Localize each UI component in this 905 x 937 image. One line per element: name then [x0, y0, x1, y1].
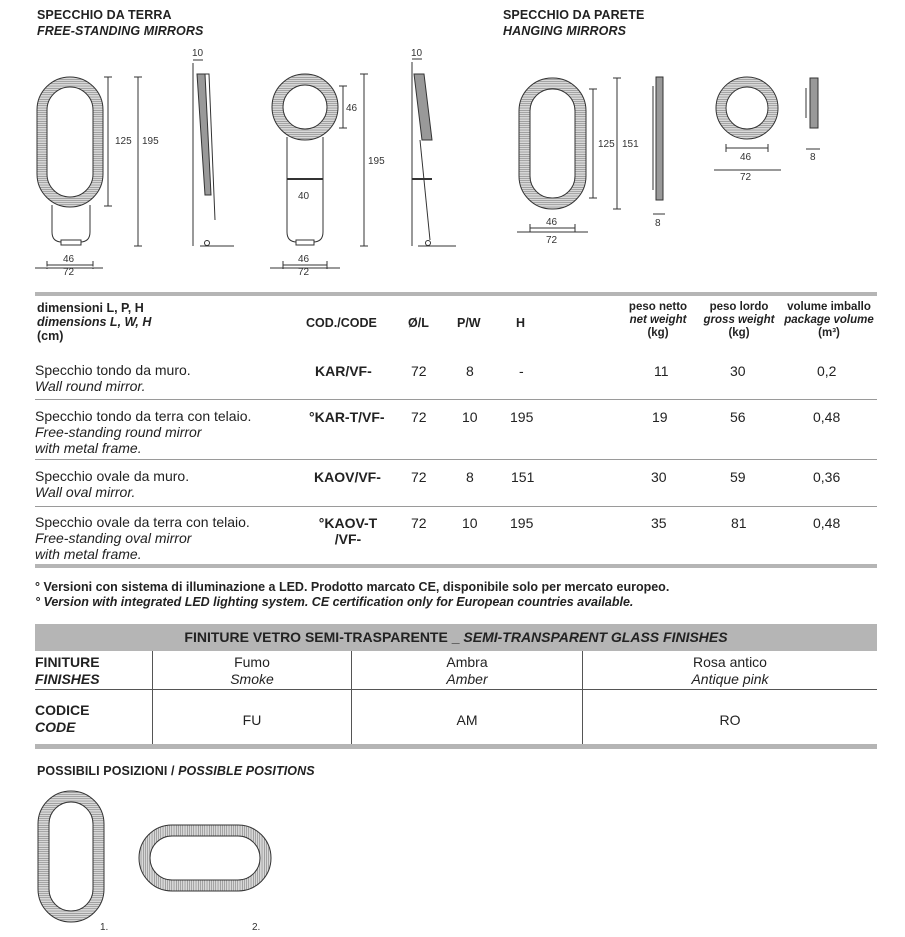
row-desc-it: Specchio ovale da terra con telaio. [35, 514, 250, 530]
code-row-label [35, 702, 89, 736]
finish-name-it: Ambra [446, 654, 488, 670]
dims-label-en: dimensions L, W, H [37, 315, 152, 329]
row-vol: 0,48 [813, 409, 841, 425]
position-2-label: 2. [252, 922, 261, 933]
row-divider [35, 689, 877, 690]
row-h: 151 [511, 469, 535, 485]
oval-wall-h-total: 151 [622, 139, 639, 150]
round-wall-w-outer: 72 [740, 172, 752, 183]
oval-floor-h-mirror: 125 [115, 136, 132, 147]
oval-floor-h-total: 195 [142, 136, 159, 147]
finishes-title [35, 624, 877, 651]
finishes-row-label [35, 654, 100, 688]
round-floor-w-inner: 46 [298, 254, 310, 265]
row-net: 35 [651, 515, 667, 531]
round-wall-depth: 8 [810, 152, 816, 163]
row-desc-en: Wall oval mirror. [35, 484, 136, 500]
finish-name-en: Amber [446, 671, 488, 687]
gross-label-en: gross weight [703, 314, 775, 326]
net-label-en: net weight [629, 314, 687, 326]
oval-wall-h-mirror: 125 [598, 139, 615, 150]
net-label-unit: (kg) [647, 327, 669, 339]
oval-wall-w-outer: 72 [546, 235, 558, 246]
finish-name-it: Fumo [234, 654, 270, 670]
oval-floor-w-outer: 72 [63, 267, 75, 278]
wall-mirrors-header [503, 7, 644, 39]
row-desc-en: Free-standing oval mirror [35, 530, 192, 546]
finish-name-it: Rosa antico [693, 654, 767, 670]
row-h: 195 [510, 409, 534, 425]
row-description [35, 408, 251, 456]
row-l: 72 [411, 363, 427, 379]
row-desc-en: with metal frame. [35, 546, 142, 562]
row-code: KAOV/VF- [314, 469, 381, 485]
col-p-header: P/W [457, 316, 481, 330]
finish-amber [352, 654, 582, 688]
row-desc-en: Wall round mirror. [35, 378, 146, 394]
row-vol: 0,36 [813, 469, 841, 485]
round-wall-side-drawing [806, 78, 820, 149]
row-gross: 59 [730, 469, 746, 485]
row-net: 19 [652, 409, 668, 425]
finish-name-en: Antique pink [691, 671, 769, 687]
finishes-title-en: SEMI-TRANSPARENT GLASS FINISHES [463, 629, 728, 645]
row-divider [35, 459, 877, 460]
finishes-label-en: FINISHES [35, 671, 100, 687]
finish-antique-pink [583, 654, 877, 688]
volume-header [781, 301, 877, 340]
row-divider [35, 506, 877, 507]
gross-label-unit: (kg) [728, 327, 750, 339]
round-floor-stand: 40 [298, 191, 310, 202]
oval-wall-depth: 8 [655, 218, 661, 229]
vol-label-unit: (m³) [818, 327, 840, 339]
finish-code-ro: RO [719, 712, 741, 728]
row-l: 72 [411, 469, 427, 485]
wall-header-en: HANGING MIRRORS [503, 24, 627, 38]
floor-header-it: SPECCHIO DA TERRA [37, 8, 172, 22]
position-1-label: 1. [100, 922, 109, 933]
vol-label-en: package volume [784, 314, 874, 326]
row-divider [35, 399, 877, 400]
code-header: COD./CODE [306, 316, 377, 330]
round-floor-d-mirror: 46 [346, 103, 358, 114]
row-gross: 56 [730, 409, 746, 425]
row-p: 10 [462, 409, 478, 425]
oval-floor-w-inner: 46 [63, 254, 75, 265]
col-l-header: Ø/L [408, 316, 429, 330]
vol-label-it: volume imballo [787, 301, 871, 313]
dims-header [37, 301, 151, 343]
row-l: 72 [411, 515, 427, 531]
row-h: 195 [510, 515, 534, 531]
row-desc-it: Specchio tondo da muro. [35, 362, 191, 378]
row-description [35, 514, 250, 562]
finishes-title-it: FINITURE VETRO SEMI-TRASPARENTE _ [184, 629, 464, 645]
oval-wall-w-inner: 46 [546, 217, 558, 228]
code-label-it: CODICE [35, 702, 90, 718]
dims-label-unit: (cm) [37, 329, 64, 343]
row-h: - [519, 363, 524, 379]
dims-label-it: dimensioni L, P, H [37, 301, 144, 315]
row-code: °KAR-T/VF- [309, 409, 385, 425]
row-vol: 0,2 [817, 363, 837, 379]
finishes-label-it: FINITURE [35, 654, 100, 670]
col-h-header: H [516, 316, 526, 330]
position-vertical-drawing [38, 791, 104, 922]
row-net: 11 [654, 363, 669, 379]
code-label-en: CODE [35, 719, 76, 735]
row-code [318, 515, 378, 547]
finishes-table [35, 624, 877, 750]
row-p: 8 [466, 363, 474, 379]
oval-floor-front-drawing [35, 77, 142, 269]
oval-wall-front-drawing [517, 78, 621, 232]
oval-floor-depth: 10 [192, 48, 204, 59]
row-vol: 0,48 [813, 515, 841, 531]
round-floor-w-outer: 72 [298, 267, 310, 278]
table-top-rule [35, 292, 877, 296]
net-label-it: peso netto [628, 301, 688, 313]
finish-code-fu: FU [242, 712, 262, 728]
finish-name-en: Smoke [230, 671, 274, 687]
row-desc-it: Specchio tondo da terra con telaio. [35, 408, 252, 424]
gross-label-it: peso lordo [709, 301, 769, 313]
floor-mirrors-header [37, 7, 203, 39]
row-p: 8 [466, 469, 474, 485]
round-wall-w-inner: 46 [740, 152, 752, 163]
positions-drawings [0, 785, 300, 937]
positions-title-it: POSSIBILI POSIZIONI / [37, 764, 179, 778]
round-floor-depth: 10 [411, 48, 423, 59]
oval-floor-side-drawing [193, 60, 234, 246]
row-code-line: /VF- [334, 531, 362, 547]
row-desc-en: with metal frame. [35, 440, 142, 456]
table-bottom-rule [35, 564, 877, 568]
row-gross: 81 [731, 515, 747, 531]
row-desc-it: Specchio ovale da muro. [35, 468, 190, 484]
gross-weight-header [698, 301, 780, 340]
row-l: 72 [411, 409, 427, 425]
wall-header-it: SPECCHIO DA PARETE [503, 8, 645, 22]
position-horizontal-drawing [139, 825, 271, 891]
row-net: 30 [651, 469, 667, 485]
led-note-it: ° Versioni con sistema di illuminazione a LED. Prodotto marcato CE, disponibile solo per mercato europeo. [35, 580, 670, 594]
net-weight-header [620, 301, 696, 340]
round-floor-h-total: 195 [368, 156, 385, 167]
positions-header [37, 763, 315, 779]
led-note-en: ° Version with integrated LED lighting system. CE certification only for European countries available. [35, 595, 634, 609]
technical-drawings [0, 40, 905, 285]
finish-code-am: AM [456, 712, 478, 728]
finish-smoke [153, 654, 351, 688]
row-description [35, 468, 189, 500]
row-p: 10 [462, 515, 478, 531]
row-code-line: °KAOV-T [318, 515, 378, 531]
finishes-bottom-rule [35, 744, 877, 749]
row-description [35, 362, 191, 394]
row-desc-en: Free-standing round mirror [35, 424, 202, 440]
row-code: KAR/VF- [315, 363, 372, 379]
round-floor-side-drawing [412, 59, 456, 246]
floor-header-en: FREE-STANDING MIRRORS [37, 24, 204, 38]
oval-wall-side-drawing [653, 77, 665, 214]
row-gross: 30 [730, 363, 746, 379]
positions-title-en: POSSIBLE POSITIONS [178, 764, 315, 778]
